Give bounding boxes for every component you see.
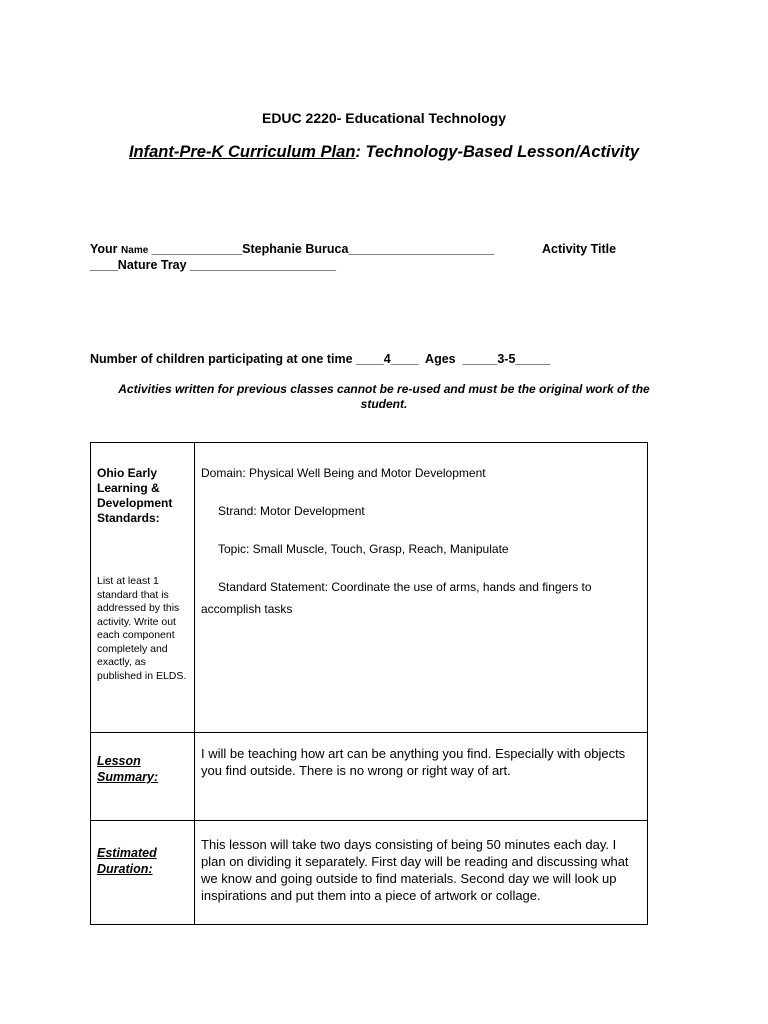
standards-label: Ohio Early Learning & Development Standards: — [97, 466, 173, 525]
standard-strand: Strand: Motor Development — [218, 504, 365, 518]
duration-label-cell — [91, 821, 195, 925]
subtitle-rest: : Technology-Based Lesson/Activity — [355, 143, 640, 161]
your-label: Your — [90, 242, 122, 256]
activity-title-field[interactable]: ____Nature Tray _____________________ — [90, 258, 337, 272]
summary-label-cell — [91, 733, 195, 821]
estimated-duration-text: This lesson will take two days consisting of being 50 minutes each day. I plan on dividing it separately. First day will be reading and discussing what we know and going outside to find materials. Second day we will look up inspirations and put them into a piece of artwork or collage. — [201, 837, 629, 903]
standards-content-cell[interactable] — [195, 443, 648, 733]
lesson-summary-label: Lesson Summary: — [97, 754, 159, 784]
course-title: EDUC 2220- Educational Technology — [261, 110, 506, 126]
standards-label-cell — [91, 443, 195, 733]
standards-hint: List at least 1 standard that is addressed by this activity. Write out each component completely and exactly, as published in ELDS. — [97, 575, 187, 682]
student-name-field[interactable]: _____________Stephanie Buruca_____________________ — [148, 242, 495, 256]
document-subtitle — [0, 143, 768, 162]
student-name-line — [90, 242, 494, 256]
standard-statement-cont: accomplish tasks — [201, 602, 293, 616]
standard-topic: Topic: Small Muscle, Touch, Grasp, Reach, Manipulate — [218, 542, 509, 556]
summary-row — [91, 733, 648, 821]
standard-statement: Standard Statement: Coordinate the use of arms, hands and fingers to — [218, 580, 592, 594]
duration-row — [91, 821, 648, 925]
lesson-summary-text: I will be teaching how art can be anything you find. Especially with objects you find outside. There is no wrong or right way of art. — [201, 746, 626, 778]
originality-notice: Activities written for previous classes cannot be re-used and must be the original work of the student. — [118, 382, 650, 411]
activity-title-label: Activity Title — [542, 242, 617, 256]
children-and-ages-line[interactable]: Number of children participating at one time ____4____ Ages _____3-5_____ — [90, 352, 551, 366]
subtitle-underlined: Infant-Pre-K Curriculum Plan — [128, 143, 356, 161]
estimated-duration-label: Estimated Duration: — [97, 846, 157, 876]
lesson-plan-table — [90, 442, 648, 925]
name-label: Name — [121, 245, 149, 256]
duration-content-cell[interactable] — [195, 821, 648, 925]
summary-content-cell[interactable] — [195, 733, 648, 821]
standard-domain: Domain: Physical Well Being and Motor Development — [201, 466, 486, 480]
standards-row — [91, 443, 648, 733]
